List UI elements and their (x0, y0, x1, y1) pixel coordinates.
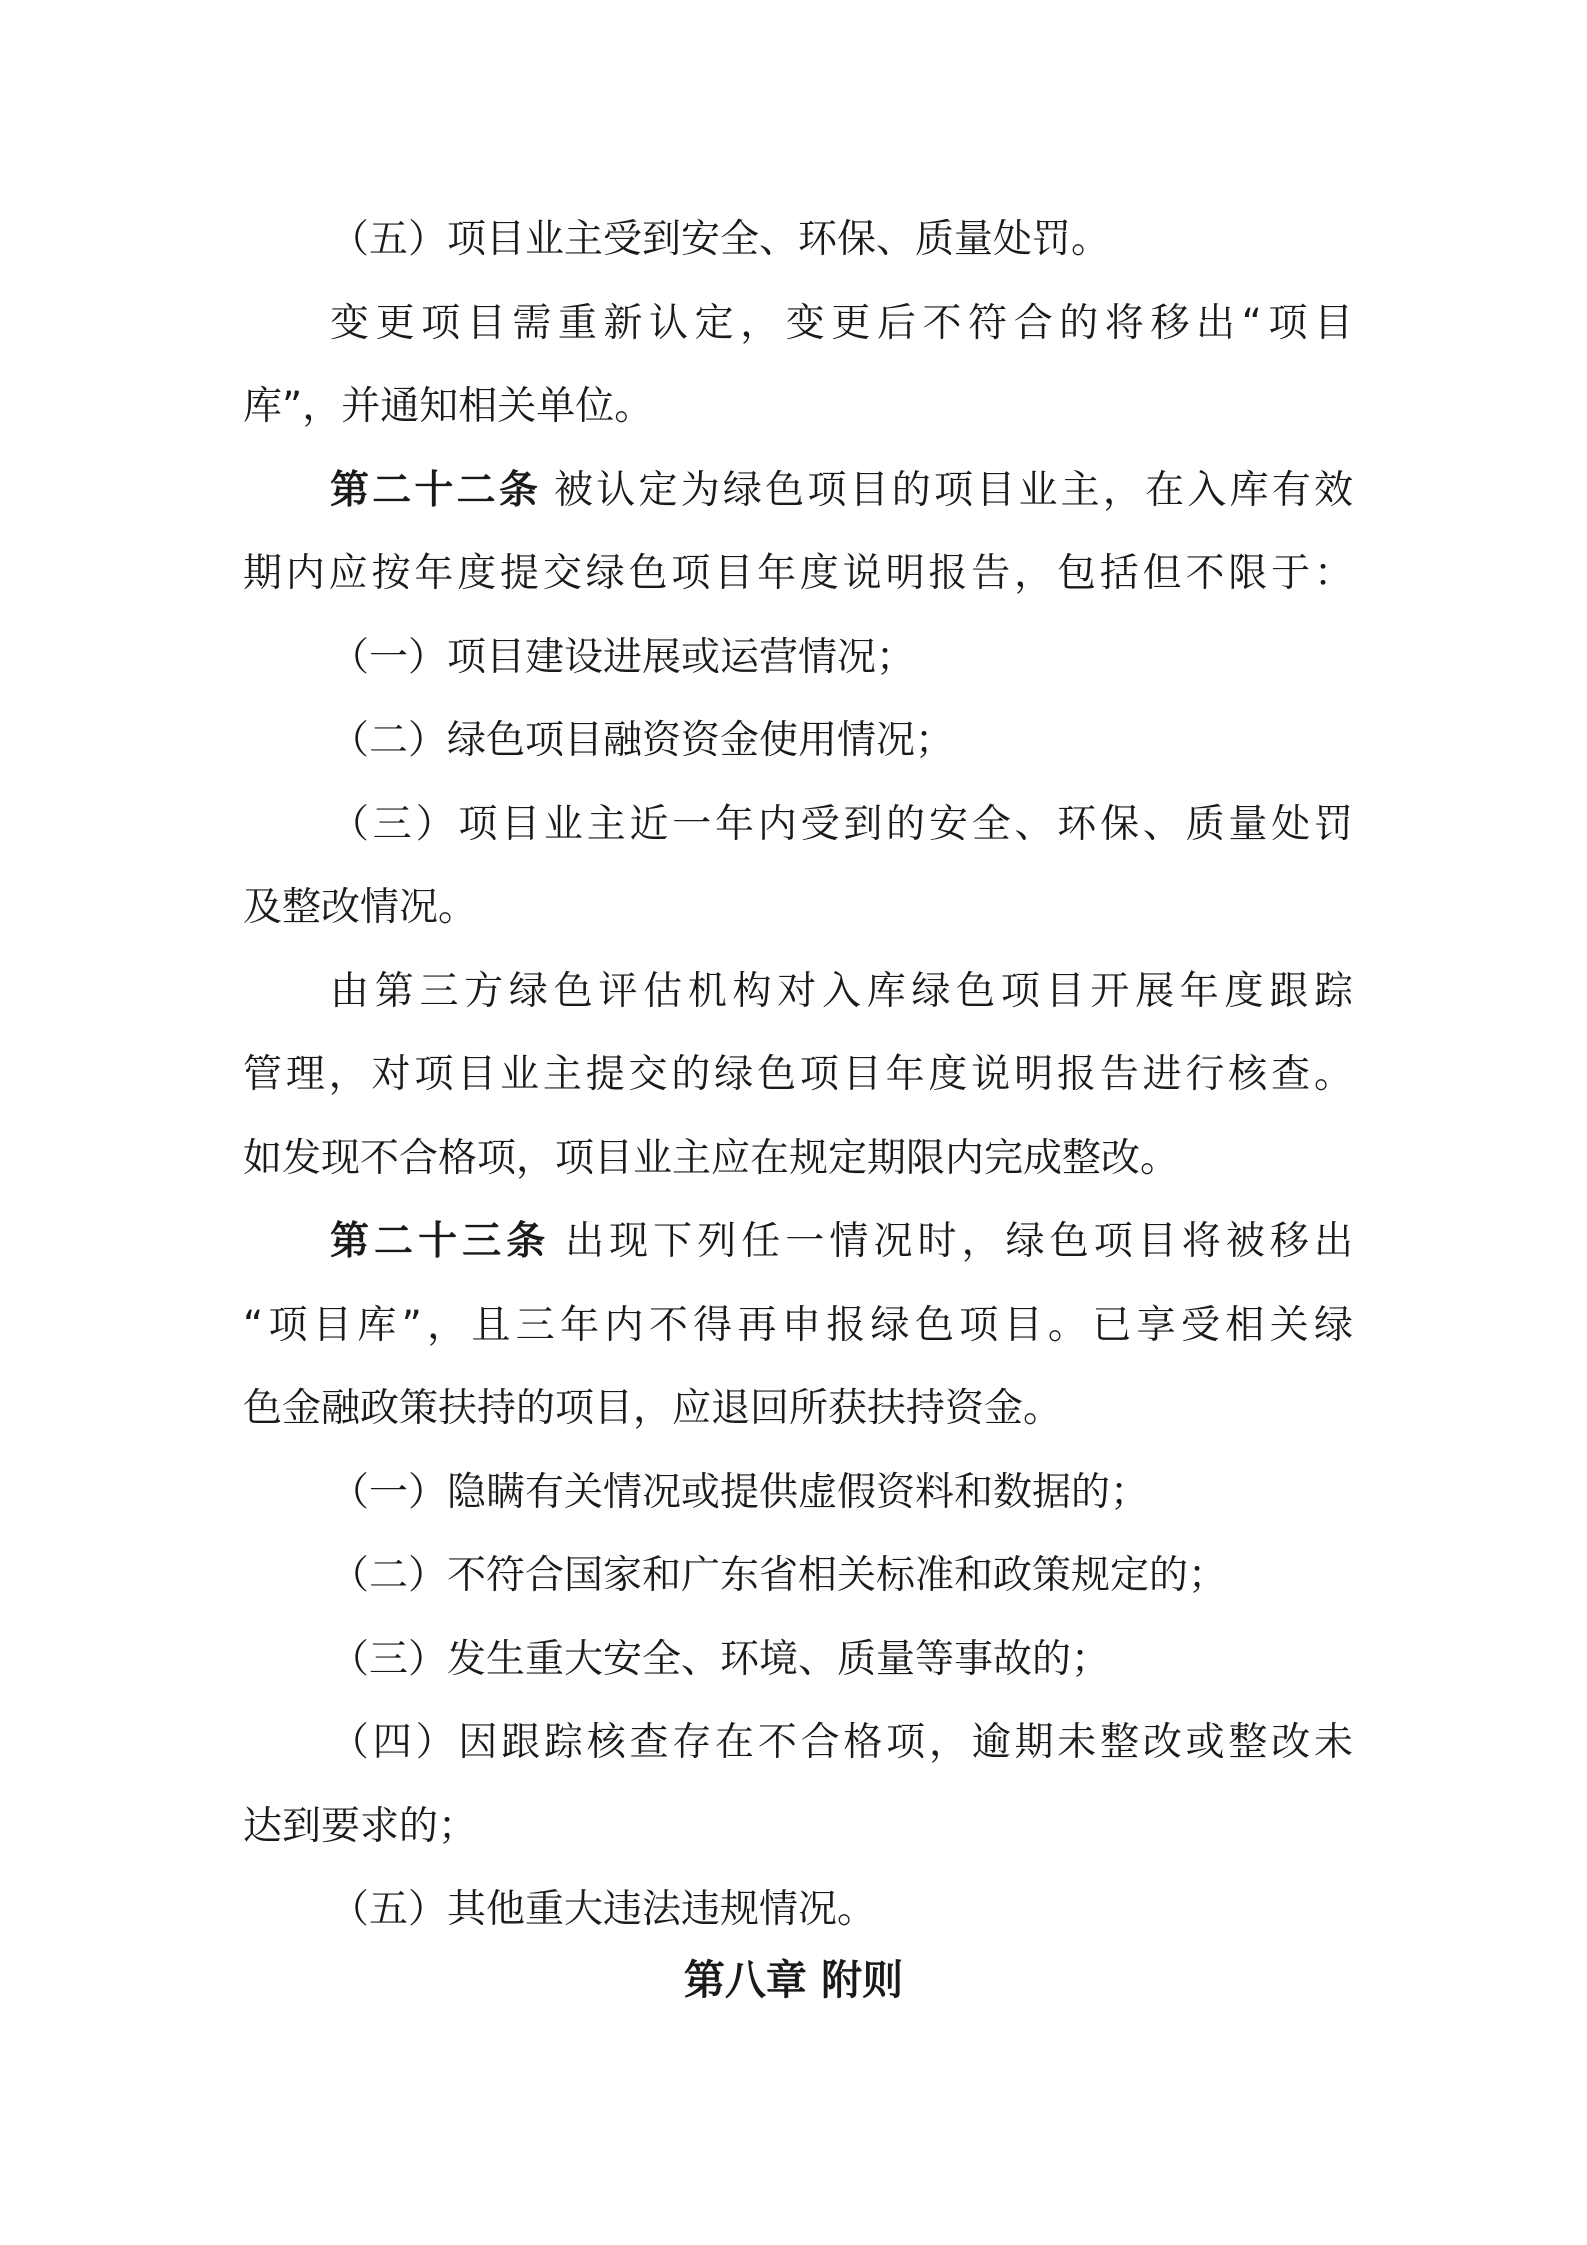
removal-item-4-line-2: 达到要求的； (243, 1803, 478, 1849)
tracking-paragraph-line-2: 管理，对项目业主提交的绿色项目年度说明报告进行核查。 (243, 1052, 1353, 1097)
body-text (243, 198, 1353, 1952)
tracking-paragraph-line-1: 由第三方绿色评估机构对入库绿色项目开展年度跟踪 (330, 968, 1353, 1014)
list-item-1: （一）项目建设进展或运营情况； (330, 634, 916, 680)
article-23-line-2: “项目库”，且三年内不得再申报绿色项目。已享受相关绿 (243, 1302, 1353, 1348)
list-item-2: （二）绿色项目融资资金使用情况； (330, 718, 955, 763)
article-23-text: 出现下列任一情况时，绿色项目将被移出 (560, 1219, 1353, 1264)
article-22-line-2: 期内应按年度提交绿色项目年度说明报告，包括但不限于： (243, 551, 1353, 596)
list-item-3-line-1: （三）项目业主近一年内受到的安全、环保、质量处罚 (330, 801, 1353, 847)
tracking-paragraph-line-3: 如发现不合格项，项目业主应在规定期限内完成整改。 (243, 1135, 1180, 1181)
paragraph-change-line-1: 变更项目需重新认定，变更后不符合的将移出“项目 (330, 300, 1353, 346)
list-item-3-line-2: 及整改情况。 (243, 885, 478, 930)
removal-item-1: （一）隐瞒有关情况或提供虚假资料和数据的； (330, 1469, 1150, 1515)
removal-item-5: （五）其他重大违法违规情况。 (330, 1887, 877, 1932)
removal-item-3: （三）发生重大安全、环境、质量等事故的； (330, 1636, 1111, 1682)
paragraph-change-line-2: 库”，并通知相关单位。 (243, 384, 654, 429)
removal-item-2: （二）不符合国家和广东省相关标准和政策规定的； (330, 1553, 1228, 1598)
removal-item-4-line-1: （四）因跟踪核查存在不合格项，逾期未整改或整改未 (330, 1720, 1353, 1765)
article-23-line-3: 色金融政策扶持的项目，应退回所获扶持资金。 (243, 1386, 1063, 1431)
article-22-line-1 (243, 449, 1353, 533)
chapter-heading: 第八章 附则 (683, 1956, 904, 2004)
article-22-title: 第二十二条 (330, 467, 542, 513)
article-23-title: 第二十三条 (330, 1219, 551, 1264)
article-22-text: 被认定为绿色项目的项目业主，在入库有效 (550, 467, 1353, 513)
paragraph-item-5: （五）项目业主受到安全、环保、质量处罚。 (330, 217, 1111, 262)
article-23-line-1 (243, 1200, 1353, 1284)
